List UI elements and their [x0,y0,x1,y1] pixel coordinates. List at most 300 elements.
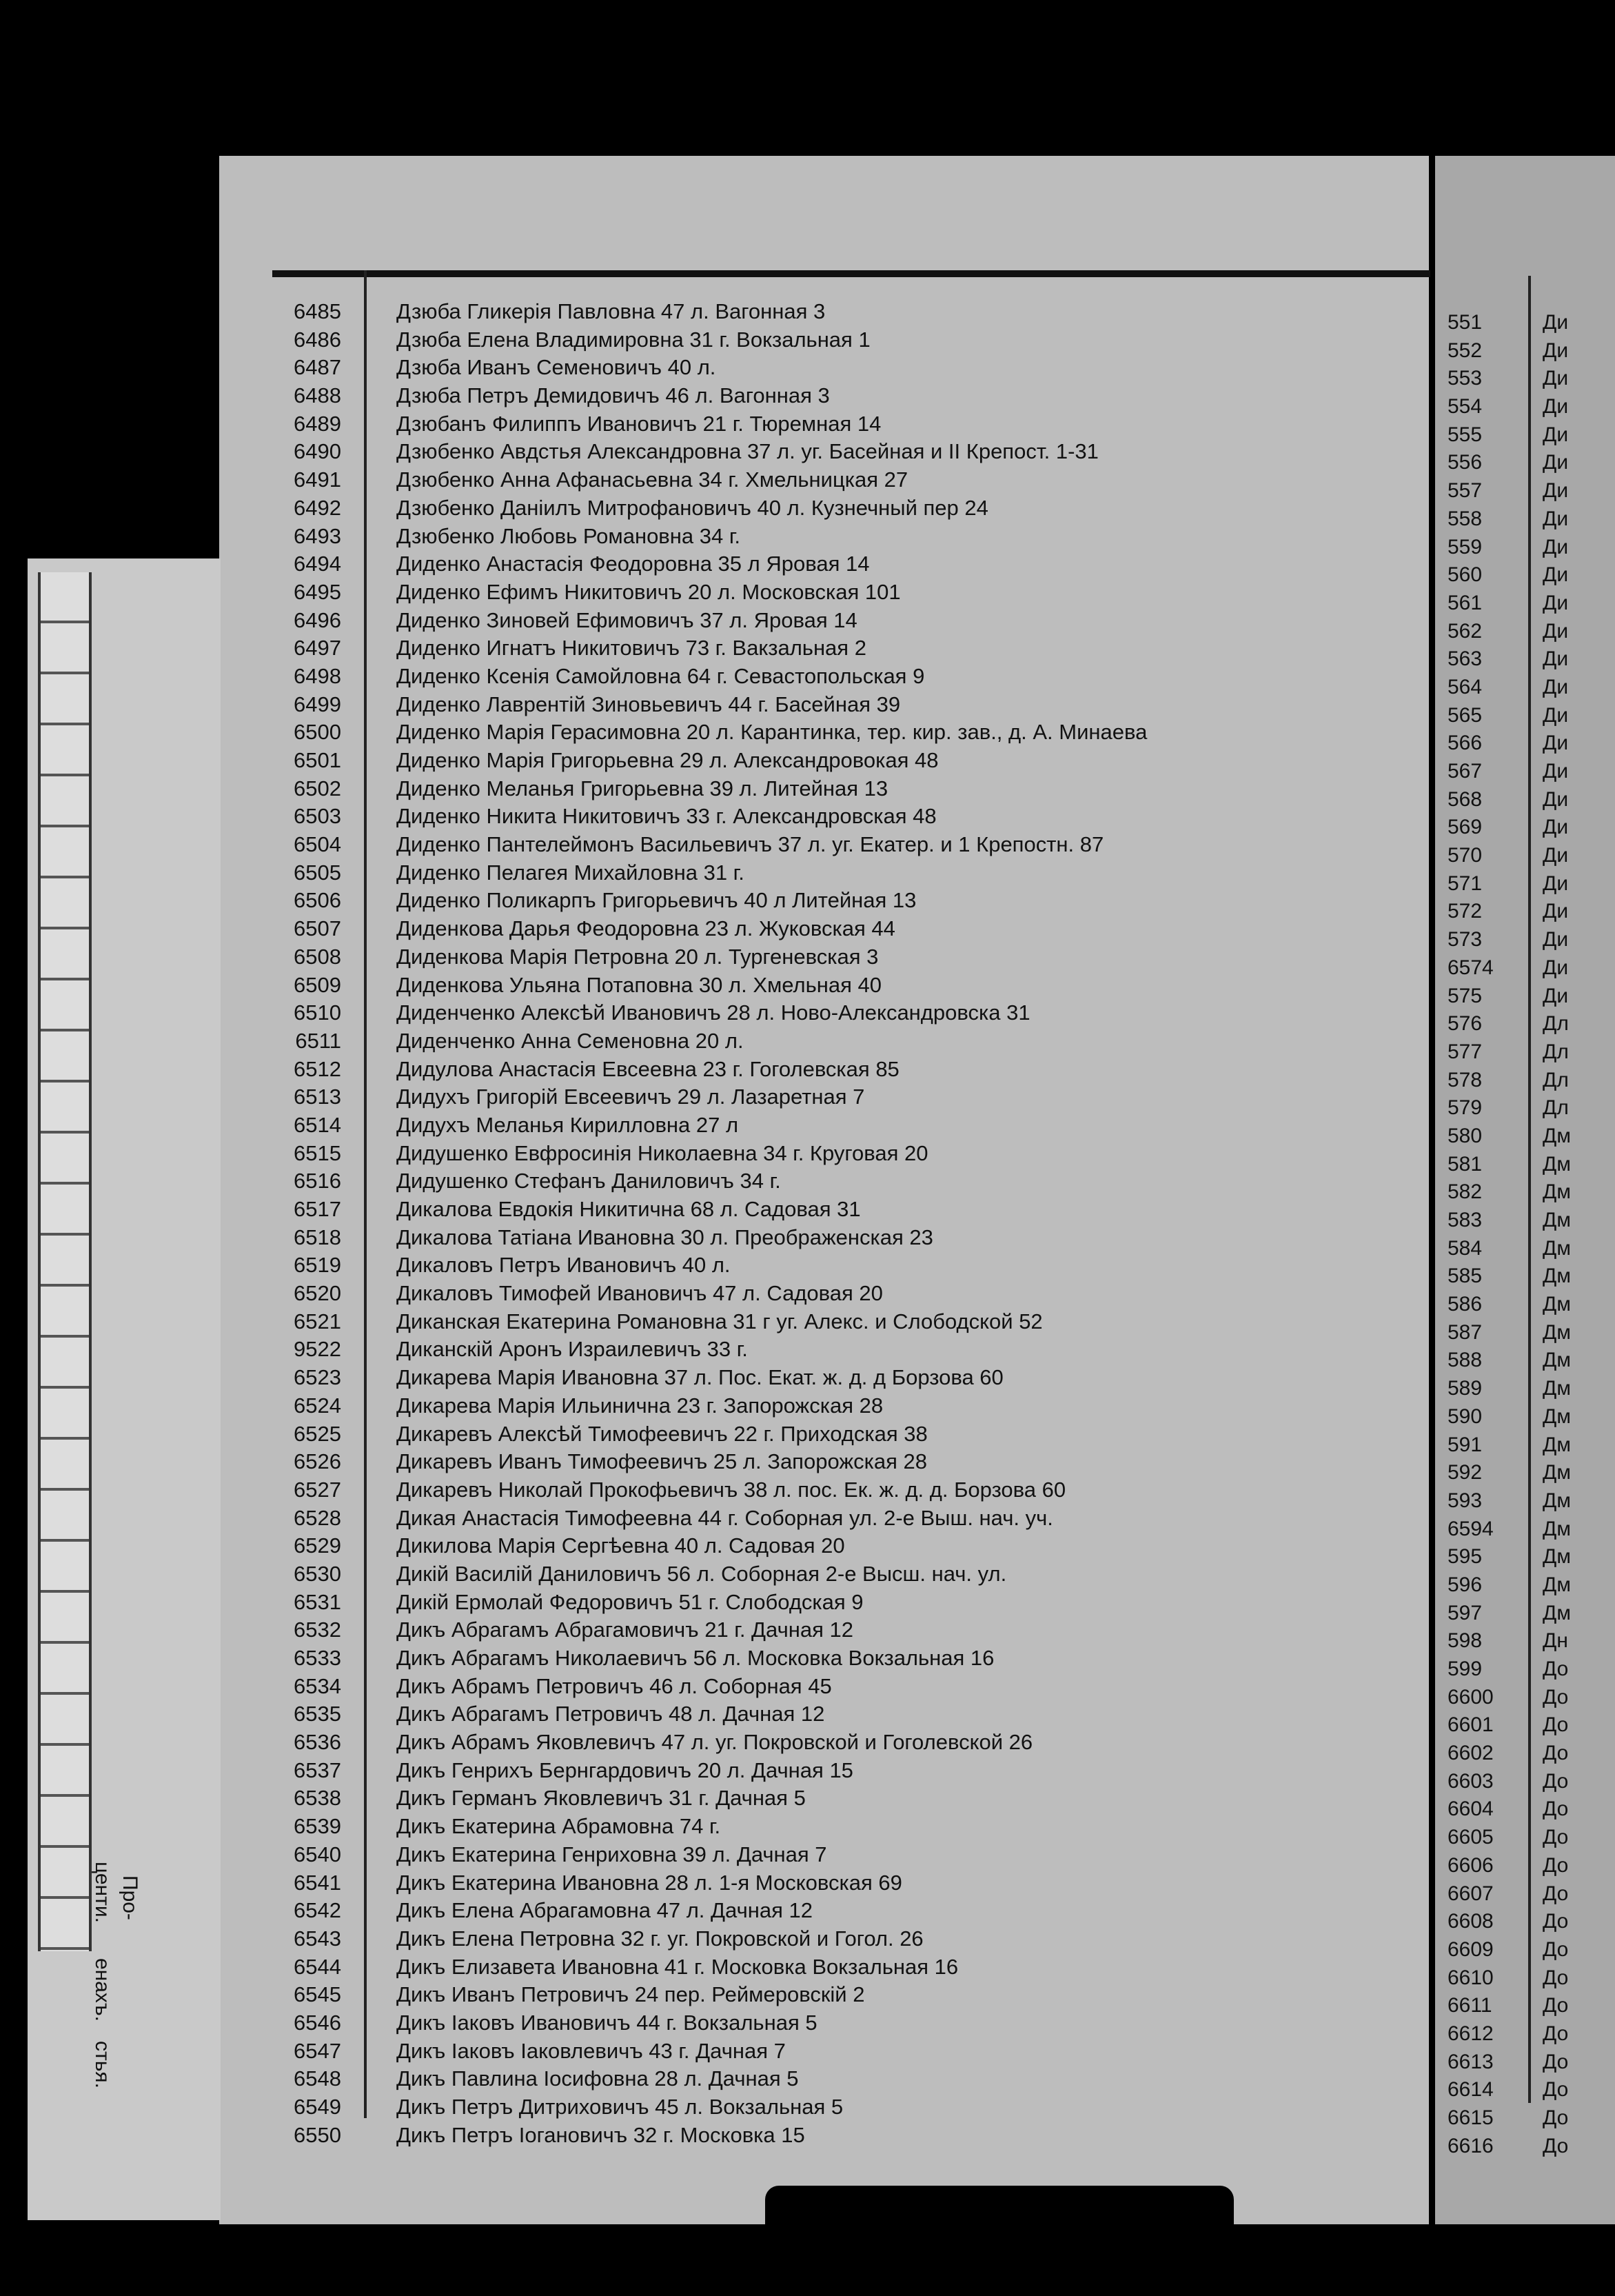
entry-text: Диденко Марія Григорьевна 29 л. Александровокая 48 [396,748,939,772]
entry-row [272,1420,1403,1449]
entry-row [272,466,1403,494]
left-fragment-c: енахъ. [91,1958,114,2022]
entry-row [272,523,1403,551]
entry-text: Дикъ Елизавета Ивановна 41 г. Московка Вокзальная 16 [396,1954,959,1979]
next-page-number: 556 [1448,451,1483,474]
next-page-number: 552 [1448,339,1483,362]
next-page-row [1448,449,1606,477]
next-page-number: 6601 [1448,1713,1494,1737]
entry-text: Дзюбанъ Филиппъ Ивановичъ 21 г. Тюремная 14 [396,411,882,436]
entry-text: Дзюбенко Авдстья Александровна 37 л. уг. Басейная и II Крепост. 1-31 [396,439,1099,464]
entry-number: 6547 [294,2038,341,2063]
entry-text: Дзюбенко Любовь Романовна 34 г. [396,523,740,548]
entry-number: 6499 [294,692,341,716]
next-page-number: 559 [1448,535,1483,558]
entry-number: 6524 [294,1393,341,1418]
entry-number: 6489 [294,411,341,436]
next-page-number: 6607 [1448,1882,1494,1905]
next-page-number: 555 [1448,423,1483,446]
entry-number: 9522 [294,1337,341,1362]
next-page-text: До [1543,1769,1569,1793]
entry-text: Диденко Зиновей Ефимовичъ 37 л. Яровая 14 [396,607,857,632]
entry-row [272,1729,1403,1757]
next-page-text: Дм [1543,1601,1571,1624]
entry-number: 6503 [294,804,341,829]
next-page-number: 560 [1448,563,1483,587]
next-page-text: Ди [1543,507,1569,530]
entry-row [272,298,1403,326]
next-page-number: 591 [1448,1433,1483,1456]
entry-row [272,550,1403,578]
entry-number: 6490 [294,439,341,464]
entry-number: 6492 [294,495,341,520]
entry-row [272,1644,1403,1673]
next-page-row [1448,337,1606,365]
next-page-number: 572 [1448,900,1483,923]
next-page-text: Ди [1543,339,1569,362]
next-page-row [1448,1431,1606,1460]
next-page-text: Дл [1543,1012,1569,1036]
next-page-text: Дм [1543,1236,1571,1260]
entry-row [272,1589,1403,1617]
left-fragment-d: стья. [91,2041,114,2088]
next-page-row [1448,2133,1606,2161]
next-page-text: Ди [1543,928,1569,951]
next-page-row [1448,645,1606,674]
next-page-number: 566 [1448,732,1483,755]
next-page-row [1448,1235,1606,1263]
next-page-row [1448,983,1606,1011]
next-page-number: 563 [1448,647,1483,671]
entry-number: 6518 [294,1225,341,1249]
next-page-number: 571 [1448,872,1483,895]
next-page-text: Ди [1543,844,1569,867]
entry-row [272,1813,1403,1841]
next-page-text: Дл [1543,1068,1569,1091]
next-page-text: Дм [1543,1573,1571,1596]
entry-text: Дикарева Марія Ильинична 23 г. Запорожская 28 [396,1393,884,1418]
next-page-text: До [1543,1826,1569,1849]
next-page-number: 593 [1448,1489,1483,1512]
next-page-number: 6605 [1448,1826,1494,1849]
entry-row [272,1616,1403,1644]
next-page-number: 561 [1448,591,1483,614]
left-fragment-b: центи. [91,1862,114,1923]
next-page-row [1448,814,1606,842]
next-page-number: 589 [1448,1377,1483,1400]
next-page-row [1448,1711,1606,1740]
next-page-text: Ди [1543,732,1569,755]
entry-number: 6535 [294,1702,341,1726]
entry-number: 6546 [294,2010,341,2035]
entry-row [272,494,1403,523]
next-page-number: 558 [1448,507,1483,530]
entry-text: Диденкова Ульяна Потаповна 30 л. Хмельная 40 [396,972,882,997]
entry-text: Дидулова Анастасія Евсеевна 23 г. Гоголевская 85 [396,1056,900,1081]
next-page-row [1448,1684,1606,1712]
next-page-text: Дн [1543,1629,1568,1653]
next-page-number: 577 [1448,1040,1483,1063]
next-page-row [1448,1403,1606,1431]
entry-text: Диканскій Аронъ Израилевичъ 33 г. [396,1337,748,1362]
next-page-row [1448,477,1606,505]
entry-number: 6521 [294,1309,341,1333]
entry-number: 6508 [294,944,341,969]
next-page-text: Дм [1543,1320,1571,1344]
next-page-number: 567 [1448,760,1483,783]
next-page-row [1448,1880,1606,1909]
next-page-row [1448,926,1606,954]
entry-number: 6497 [294,636,341,661]
entry-text: Дикъ Елена Абрагамовна 47 л. Дачная 12 [396,1898,813,1923]
entry-number: 6527 [294,1477,341,1502]
next-page-row [1448,1151,1606,1179]
next-page-number: 6612 [1448,2022,1494,2045]
entry-text: Дикъ Екатерина Генриховна 39 л. Дачная 7 [396,1842,827,1866]
entry-row [272,2093,1403,2122]
entry-row [272,1140,1403,1168]
entry-text: Диденко Пантелеймонъ Васильевичъ 37 л. уг. Екатер. и 1 Крепостн. 87 [396,832,1104,857]
entry-row [272,1504,1403,1533]
next-page-text: До [1543,2078,1569,2102]
next-page-text: До [1543,1742,1569,1765]
entry-text: Дикъ Генрихъ Бернгардовичъ 20 л. Дачная 15 [396,1758,853,1782]
entry-text: Дикій Ермолай Федоровичъ 51 г. Слободская 9 [396,1589,864,1614]
entry-number: 6514 [294,1112,341,1137]
next-page-row [1448,1375,1606,1403]
entry-number: 6513 [294,1085,341,1109]
entry-row [272,1673,1403,1701]
entry-row [272,1196,1403,1224]
entry-number: 6537 [294,1758,341,1782]
next-page-row [1448,561,1606,590]
next-page-number: 6611 [1448,1994,1492,2017]
entry-text: Дзюба Гликерія Павловна 47 л. Вагонная 3 [396,299,826,323]
entry-number: 6507 [294,916,341,941]
next-page-number: 597 [1448,1601,1483,1624]
next-page-text: Ди [1543,535,1569,558]
entry-number: 6540 [294,1842,341,1866]
next-page-row [1448,1627,1606,1655]
next-page-text: Ди [1543,675,1569,698]
next-page-number: 586 [1448,1293,1483,1316]
entry-number: 6542 [294,1898,341,1923]
entry-row [272,943,1403,971]
entry-text: Дикаревъ Иванъ Тимофеевичъ 25 л. Запорожская 28 [396,1449,927,1474]
next-page-text: Ди [1543,563,1569,587]
next-page-row [1448,1487,1606,1515]
next-page-entries [1448,309,1606,2160]
next-page-number: 557 [1448,479,1483,503]
entry-text: Дзюбенко Даніилъ Митрофановичъ 40 л. Кузнечный пер 24 [396,495,988,520]
entry-text: Диденко Лаврентій Зиновьевичъ 44 г. Басейная 39 [396,692,901,716]
entry-text: Дзюба Иванъ Семеновичъ 40 л. [396,355,716,380]
entry-row [272,663,1403,691]
next-page-row [1448,309,1606,337]
entry-text: Дикъ Петръ Іогановичъ 32 г. Московка 15 [396,2122,805,2147]
next-page-row [1448,1291,1606,1319]
next-page-text: До [1543,2050,1569,2073]
next-page-text: До [1543,1685,1569,1709]
entry-row [272,634,1403,663]
entry-row [272,2009,1403,2037]
next-page-number: 551 [1448,311,1483,334]
next-page-row [1448,534,1606,562]
entry-text: Дикаревъ Алексѣй Тимофеевичъ 22 г. Приходская 38 [396,1421,928,1446]
next-page-row [1448,1038,1606,1067]
next-page-number: 6610 [1448,1966,1494,1989]
next-page-row [1448,1094,1606,1122]
next-page-text: Ди [1543,816,1569,839]
next-page-text: Дм [1543,1517,1571,1540]
next-page-number: 6614 [1448,2078,1494,2102]
entry-row [272,1784,1403,1813]
next-page-text: Дм [1543,1545,1571,1569]
next-page-number: 6608 [1448,1910,1494,1933]
entry-row [272,859,1403,887]
entry-number: 6544 [294,1954,341,1979]
entry-number: 6485 [294,299,341,323]
next-page-number: 581 [1448,1152,1483,1176]
next-page-number: 6594 [1448,1517,1494,1540]
next-page-text: Ди [1543,956,1569,979]
entry-text: Диденко Ефимъ Никитовичъ 20 л. Московская 101 [396,579,901,604]
entry-text: Дикъ Абрагамъ Абрагамовичъ 21 г. Дачная 12 [396,1618,853,1642]
entry-text: Дзюбенко Анна Афанасьевна 34 г. Хмельницкая 27 [396,467,908,492]
entry-text: Диденко Анастасія Феодоровна 35 л Яровая 14 [396,552,870,576]
entry-row [272,1308,1403,1336]
next-page-row [1448,1347,1606,1375]
next-page-number: 6609 [1448,1937,1494,1961]
entry-row [272,775,1403,803]
next-page-text: Ди [1543,984,1569,1007]
entry-row [272,747,1403,775]
entry-number: 6525 [294,1421,341,1446]
next-page-number: 585 [1448,1265,1483,1288]
next-page-row [1448,1992,1606,2020]
entry-number: 6501 [294,748,341,772]
next-page-text: Дм [1543,1124,1571,1147]
entry-number: 6538 [294,1786,341,1811]
entry-row [272,1841,1403,1869]
next-page-text: Ди [1543,395,1569,419]
entry-text: Дикилова Марія Сергѣевна 40 л. Садовая 20 [396,1533,845,1558]
entry-row [272,999,1403,1027]
next-page-row [1448,786,1606,814]
next-page-number: 553 [1448,367,1483,390]
next-page-row [1448,870,1606,898]
next-page-text: Ди [1543,451,1569,474]
entry-number: 6511 [295,1028,341,1053]
entry-text: Диденкова Марія Петровна 20 л. Тургеневская 3 [396,944,879,969]
entry-number: 6515 [294,1140,341,1165]
entry-row [272,1392,1403,1420]
top-rule [272,270,1430,277]
next-page-text: Ди [1543,591,1569,614]
entry-text: Дидухъ Меланья Кирилловна 27 л [396,1112,739,1137]
entry-text: Дидухъ Григорій Евсеевичъ 29 л. Лазаретная 7 [396,1085,865,1109]
entry-number: 6506 [294,888,341,913]
next-page-number: 564 [1448,675,1483,698]
entry-number: 6545 [294,1982,341,2007]
next-page-number: 599 [1448,1658,1483,1680]
next-page-text: Ди [1543,311,1569,334]
next-page-number: 573 [1448,928,1483,951]
entry-text: Дикъ Иванъ Петровичъ 24 пер. Реймеровскій 2 [396,1982,865,2007]
entry-text: Дикъ Іаковъ Іаковлевичъ 43 г. Дачная 7 [396,2038,786,2063]
entry-text: Диденко Марія Герасимовна 20 л. Карантинка, тер. кир. зав., д. А. Минаева [396,720,1148,745]
next-page-row [1448,1795,1606,1824]
entry-row [272,1448,1403,1476]
next-page-number: 582 [1448,1180,1483,1204]
next-page-row [1448,1067,1606,1095]
next-page-text: Ди [1543,647,1569,671]
entry-text: Дикъ Абрамъ Петровичъ 46 л. Соборная 45 [396,1673,832,1698]
next-page-text: До [1543,1994,1569,2017]
next-page-row [1448,1178,1606,1207]
entry-row [272,1336,1403,1364]
next-page-text: Ди [1543,479,1569,503]
entry-number: 6531 [294,1589,341,1614]
entry-text: Диденко Меланья Григорьевна 39 л. Литейная 13 [396,776,888,800]
next-page-row [1448,1824,1606,1852]
next-page-row [1448,2076,1606,2104]
next-page-text: Ди [1543,872,1569,895]
entry-text: Дикъ Екатерина Абрамовна 74 г. [396,1814,721,1839]
entry-number: 6523 [294,1365,341,1390]
entry-text: Диканская Екатерина Романовна 31 г уг. Алекс. и Слободской 52 [396,1309,1043,1333]
next-page-number: 6613 [1448,2050,1494,2073]
next-page-number: 6615 [1448,2106,1494,2129]
next-page-text: Дл [1543,1096,1569,1120]
next-page-number: 587 [1448,1320,1483,1344]
entry-number: 6502 [294,776,341,800]
next-page-row [1448,1515,1606,1544]
next-page-text: Ди [1543,367,1569,390]
entry-text: Дидушенко Стефанъ Даниловичъ 34 г. [396,1169,781,1194]
entry-number: 6550 [294,2122,341,2147]
next-page-text: Ди [1543,703,1569,727]
entry-number: 6528 [294,1505,341,1530]
next-page-number: 6574 [1448,956,1494,979]
next-page-text: До [1543,1937,1569,1961]
next-page-number: 592 [1448,1461,1483,1484]
entry-row [272,578,1403,607]
entry-row [272,326,1403,354]
next-page-text: Ди [1543,619,1569,643]
next-page-row [1448,2048,1606,2077]
entry-number: 6543 [294,1926,341,1951]
next-page-text: Дм [1543,1433,1571,1456]
entry-row [272,1364,1403,1392]
entry-number: 6549 [294,2095,341,2119]
next-page-text: Дм [1543,1404,1571,1428]
next-page-row [1448,1543,1606,1571]
entry-row [272,2122,1403,2150]
entry-text: Дикъ Абрамъ Яковлевичъ 47 л. уг. Покровской и Гоголевской 26 [396,1730,1033,1755]
entry-number: 6532 [294,1618,341,1642]
next-page-row [1448,842,1606,870]
next-page-number: 596 [1448,1573,1483,1596]
entry-row [272,382,1403,410]
entry-text: Дикаловъ Петръ Ивановичъ 40 л. [396,1253,731,1278]
entry-number: 6529 [294,1533,341,1558]
next-page-text: Ди [1543,423,1569,446]
next-page-number: 554 [1448,395,1483,419]
entry-row [272,887,1403,915]
next-page-row [1448,365,1606,393]
next-page-row [1448,1122,1606,1151]
next-page-row [1448,505,1606,534]
entry-number: 6496 [294,607,341,632]
entry-row [272,691,1403,719]
next-page-row [1448,618,1606,646]
next-page-text: До [1543,2134,1569,2157]
next-page-number: 595 [1448,1545,1483,1569]
entry-row [272,1167,1403,1196]
entry-number: 6530 [294,1561,341,1586]
next-page-text: Дм [1543,1180,1571,1204]
entry-row [272,915,1403,943]
entry-row [272,1700,1403,1729]
next-page-text: Дм [1543,1152,1571,1176]
entry-number: 6510 [294,1000,341,1025]
next-page-number: 588 [1448,1349,1483,1372]
next-page-number: 562 [1448,619,1483,643]
entry-row [272,607,1403,635]
entry-text: Диденко Пелагея Михайловна 31 г. [396,860,744,885]
entry-number: 6505 [294,860,341,885]
next-page-row [1448,1936,1606,1964]
next-page-row [1448,1207,1606,1235]
next-page-row [1448,2020,1606,2048]
entry-row [272,354,1403,382]
entry-number: 6519 [294,1253,341,1278]
next-page-text: До [1543,1713,1569,1737]
entry-number: 6486 [294,327,341,352]
next-page-row [1448,702,1606,730]
entry-number: 6533 [294,1646,341,1670]
entry-text: Дидушенко Евфросинія Николаевна 34 г. Круговая 20 [396,1140,928,1165]
next-page-text: До [1543,1658,1569,1680]
entry-row [272,1953,1403,1982]
next-page-number: 570 [1448,844,1483,867]
next-page-number: 6600 [1448,1685,1494,1709]
next-page-number: 579 [1448,1096,1483,1120]
next-page-row [1448,1600,1606,1628]
entry-number: 6517 [294,1197,341,1221]
entry-text: Дзюба Петръ Демидовичъ 46 л. Вагонная 3 [396,383,830,408]
entry-row [272,438,1403,466]
entry-row [272,1869,1403,1897]
next-page-text: Дм [1543,1349,1571,1372]
entry-text: Дзюба Елена Владимировна 31 г. Вокзальная 1 [396,327,871,352]
entry-text: Дикъ Павлина Іосифовна 28 л. Дачная 5 [396,2066,799,2091]
entry-number: 6539 [294,1814,341,1839]
next-page-number: 6603 [1448,1769,1494,1793]
entry-row [272,1056,1403,1084]
next-page-number: 569 [1448,816,1483,839]
entry-text: Диденченко Алексѣй Ивановичъ 28 л. Ново-Александровска 31 [396,1000,1030,1025]
entry-text: Диденкова Дарья Феодоровна 23 л. Жуковская 44 [396,916,895,941]
next-page-text: Ди [1543,760,1569,783]
entry-number: 6509 [294,972,341,997]
entry-number: 6534 [294,1673,341,1698]
next-page-number: 584 [1448,1236,1483,1260]
next-page-text: Дм [1543,1489,1571,1512]
entry-number: 6495 [294,579,341,604]
next-page-row [1448,954,1606,983]
